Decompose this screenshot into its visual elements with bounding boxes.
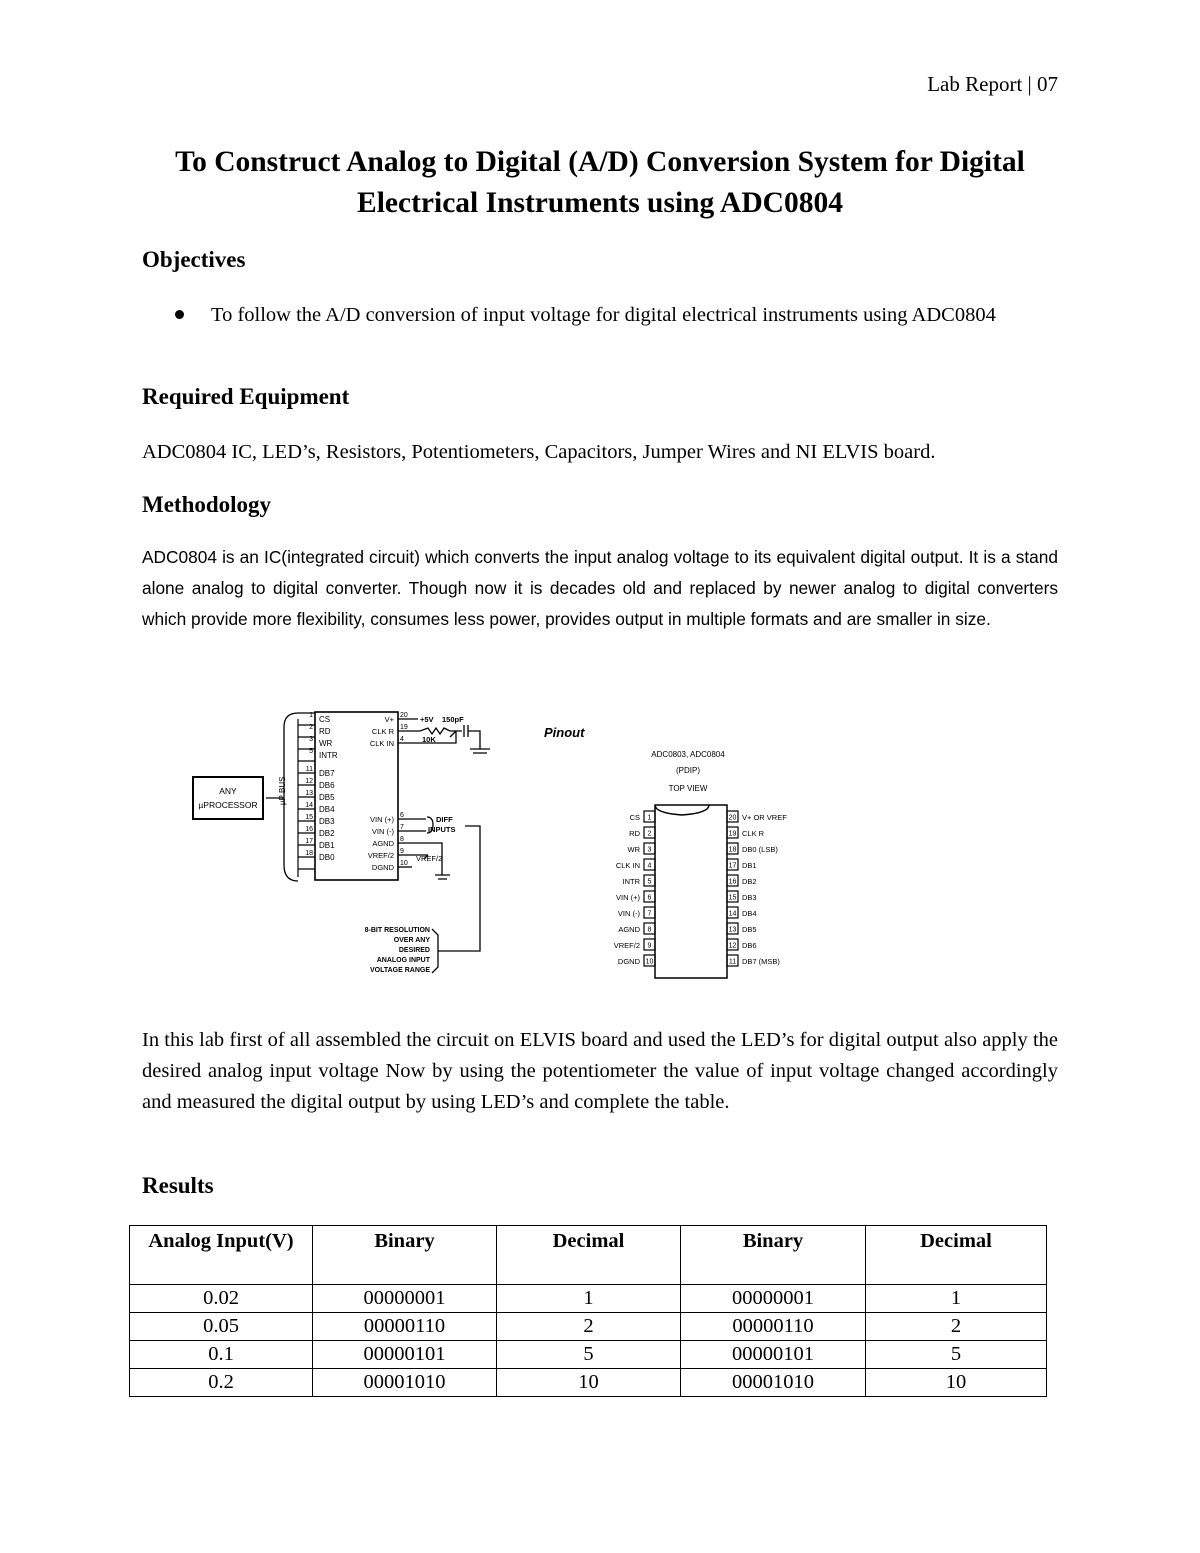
svg-text:VREF/2: VREF/2: [367, 851, 394, 860]
resistor-label: 10K: [422, 735, 436, 744]
dip-right-pin-names: [742, 813, 787, 966]
dip-left-pin-names: [614, 813, 641, 966]
page-header: Lab Report | 07: [927, 72, 1058, 96]
svg-text:8: 8: [647, 926, 652, 934]
svg-text:9: 9: [400, 848, 404, 855]
objectives-heading: Objectives: [142, 247, 246, 272]
svg-text:DB3: DB3: [319, 817, 335, 826]
table-cell: 0.05: [130, 1313, 313, 1341]
diff-label-1: DIFF: [436, 815, 453, 824]
svg-text:7: 7: [647, 910, 652, 918]
svg-text:12: 12: [728, 942, 737, 950]
svg-text:15: 15: [728, 894, 737, 902]
svg-text:6: 6: [647, 894, 652, 902]
svg-text:DGND: DGND: [617, 957, 640, 966]
svg-text:3: 3: [309, 736, 313, 743]
svg-text:VIN (+): VIN (+): [370, 815, 394, 824]
ic-left-pin-numbers: [305, 712, 313, 857]
table-cell: 2: [866, 1313, 1047, 1341]
svg-text:DB6: DB6: [319, 781, 335, 790]
svg-text:CLK R: CLK R: [371, 727, 394, 736]
svg-text:18: 18: [305, 850, 313, 857]
svg-text:DB4: DB4: [319, 805, 335, 814]
svg-text:8: 8: [400, 836, 404, 843]
processor-line-2: µPROCESSOR: [198, 800, 258, 810]
col-decimal-1: Decimal: [497, 1226, 681, 1285]
processor-box: [193, 777, 263, 819]
table-cell: 0.02: [130, 1285, 313, 1313]
svg-text:4: 4: [400, 736, 404, 743]
title-line-2: Electrical Instruments using ADC0804: [357, 187, 843, 219]
results-heading: Results: [142, 1173, 214, 1198]
table-header-row: [130, 1226, 1047, 1285]
svg-text:5: 5: [309, 748, 313, 755]
svg-text:8-BIT RESOLUTION: 8-BIT RESOLUTION: [364, 927, 430, 934]
svg-text:DB1: DB1: [319, 841, 335, 850]
table-cell: 10: [497, 1369, 681, 1397]
svg-text:3: 3: [647, 846, 652, 854]
col-binary-2: Binary: [681, 1226, 866, 1285]
processor-label: [198, 786, 257, 810]
resolution-note: [365, 927, 431, 974]
svg-text:16: 16: [305, 826, 313, 833]
table-cell: 5: [497, 1341, 681, 1369]
processor-line-1: ANY: [219, 786, 237, 796]
svg-text:DB5: DB5: [742, 925, 757, 934]
svg-text:DB4: DB4: [742, 909, 757, 918]
svg-text:CS: CS: [629, 813, 640, 822]
table-cell: 00000101: [681, 1341, 866, 1369]
svg-text:DB7 (MSB): DB7 (MSB): [742, 957, 780, 966]
svg-text:14: 14: [305, 802, 313, 809]
svg-text:VIN (-): VIN (-): [617, 909, 640, 918]
svg-text:DESIRED: DESIRED: [398, 947, 430, 954]
svg-text:6: 6: [400, 812, 404, 819]
table-cell: 0.2: [130, 1369, 313, 1397]
svg-text:20: 20: [728, 814, 737, 822]
svg-text:CLK IN: CLK IN: [615, 861, 640, 870]
svg-text:AGND: AGND: [618, 925, 640, 934]
table-row: [130, 1369, 1047, 1397]
svg-text:V+: V+: [384, 715, 394, 724]
table-cell: 5: [866, 1341, 1047, 1369]
svg-text:VREF/2: VREF/2: [613, 941, 640, 950]
svg-text:AGND: AGND: [372, 839, 394, 848]
adc0804-figure: [180, 695, 810, 985]
table-row: [130, 1313, 1047, 1341]
svg-text:DB7: DB7: [319, 769, 335, 778]
dip-left-pin-numbers: [646, 815, 654, 966]
document-title: [100, 142, 1100, 224]
svg-text:2: 2: [647, 830, 652, 838]
svg-text:13: 13: [728, 926, 737, 934]
col-binary-1: Binary: [313, 1226, 497, 1285]
svg-text:V+ OR VREF: V+ OR VREF: [742, 813, 787, 822]
svg-text:13: 13: [305, 790, 313, 797]
svg-text:18: 18: [728, 846, 737, 854]
svg-text:17: 17: [305, 838, 313, 845]
table-cell: 2: [497, 1313, 681, 1341]
pinout-view: TOP VIEW: [668, 784, 708, 793]
svg-text:10: 10: [645, 958, 654, 966]
svg-text:2: 2: [309, 724, 313, 731]
svg-text:CLK R: CLK R: [742, 829, 765, 838]
objective-item: [142, 300, 1058, 330]
table-cell: 0.1: [130, 1341, 313, 1369]
table-cell: 1: [866, 1285, 1047, 1313]
svg-text:1: 1: [309, 712, 313, 719]
svg-text:RD: RD: [629, 829, 640, 838]
supply-label: +5V: [420, 715, 434, 724]
svg-text:16: 16: [728, 878, 737, 886]
methodology-text: ADC0804 is an IC(integrated circuit) which converts the input analog voltage to its equivalent digital output. It is a stand alone analog to digital converter. Though now it is decades old and replaced by newer analog to digital converters which provide more flexibility, consumes less power, provides output in multiple formats and are smaller in size.: [142, 547, 1058, 629]
ic-right-pin-names: [368, 715, 395, 872]
svg-text:20: 20: [400, 712, 408, 719]
equipment-heading: Required Equipment: [142, 384, 350, 409]
table-cell: 1: [497, 1285, 681, 1313]
svg-text:DB1: DB1: [742, 861, 757, 870]
svg-text:CLK IN: CLK IN: [369, 739, 394, 748]
svg-text:WR: WR: [319, 739, 333, 748]
table-cell: 00000110: [681, 1313, 866, 1341]
bus-label: µP BUS: [278, 776, 287, 805]
svg-text:DB2: DB2: [742, 877, 757, 886]
svg-text:WR: WR: [627, 845, 640, 854]
equipment-text: ADC0804 IC, LED’s, Resistors, Potentiometers, Capacitors, Jumper Wires and NI ELVIS board.: [142, 441, 936, 463]
svg-text:15: 15: [305, 814, 313, 821]
table-cell: 00001010: [313, 1369, 497, 1397]
svg-text:11: 11: [728, 958, 737, 966]
table-cell: 10: [866, 1369, 1047, 1397]
svg-text:VIN (-): VIN (-): [371, 827, 394, 836]
svg-text:DB5: DB5: [319, 793, 335, 802]
title-line-1: To Construct Analog to Digital (A/D) Conversion System for Digital: [175, 146, 1025, 178]
table-cell: 00000001: [681, 1285, 866, 1313]
svg-text:DB0 (LSB): DB0 (LSB): [742, 845, 778, 854]
diff-label-2: INPUTS: [428, 825, 456, 834]
table-cell: 00001010: [681, 1369, 866, 1397]
pinout-title: Pinout: [544, 725, 585, 740]
ic-right-pin-numbers: [400, 712, 408, 867]
dip-package: [655, 805, 727, 978]
table-cell: 00000101: [313, 1341, 497, 1369]
table-cell: 00000001: [313, 1285, 497, 1313]
svg-text:DB0: DB0: [319, 853, 335, 862]
svg-text:DGND: DGND: [371, 863, 394, 872]
col-decimal-2: Decimal: [866, 1226, 1047, 1285]
svg-text:1: 1: [647, 814, 652, 822]
svg-text:19: 19: [728, 830, 737, 838]
svg-text:DB2: DB2: [319, 829, 335, 838]
bullet-icon: [175, 310, 184, 319]
svg-text:10: 10: [400, 860, 408, 867]
table-cell: 00000110: [313, 1313, 497, 1341]
ic-left-pin-names: [319, 715, 338, 862]
table-row: [130, 1285, 1047, 1313]
svg-text:17: 17: [728, 862, 737, 870]
application-circuit: [193, 712, 490, 973]
methodology-heading: Methodology: [142, 492, 272, 517]
svg-text:ANALOG INPUT: ANALOG INPUT: [376, 957, 430, 964]
svg-text:DB6: DB6: [742, 941, 757, 950]
svg-text:CS: CS: [319, 715, 331, 724]
svg-text:VIN (+): VIN (+): [616, 893, 640, 902]
svg-text:INTR: INTR: [622, 877, 640, 886]
svg-text:RD: RD: [319, 727, 331, 736]
pinout-part: ADC0803, ADC0804: [651, 750, 725, 759]
svg-text:12: 12: [305, 778, 313, 785]
table-row: [130, 1341, 1047, 1369]
pinout-package: (PDIP): [676, 766, 700, 775]
svg-text:VOLTAGE RANGE: VOLTAGE RANGE: [369, 967, 430, 974]
capacitor-label: 150pF: [442, 715, 464, 724]
svg-text:OVER ANY: OVER ANY: [393, 937, 430, 944]
svg-text:INTR: INTR: [319, 751, 338, 760]
svg-text:4: 4: [647, 862, 652, 870]
svg-text:11: 11: [305, 766, 313, 773]
objective-text: To follow the A/D conversion of input voltage for digital electrical instruments using ADC0804: [211, 304, 996, 326]
svg-text:14: 14: [728, 910, 737, 918]
procedure-text: In this lab first of all assembled the circuit on ELVIS board and used the LED’s for digital output also apply the desired analog input voltage Now by using the potentiometer the value of input voltage changed accordingly and measured the digital output by using LED’s and complete the table.: [142, 1029, 1058, 1113]
svg-text:DB3: DB3: [742, 893, 757, 902]
col-analog-input: Analog Input(V): [130, 1226, 313, 1285]
svg-text:7: 7: [400, 824, 404, 831]
results-table: [129, 1225, 1047, 1397]
svg-text:5: 5: [647, 878, 652, 886]
svg-text:19: 19: [400, 724, 408, 731]
svg-text:9: 9: [647, 942, 652, 950]
dip-right-pin-numbers: [729, 815, 737, 966]
vref-label: VREF/2: [416, 854, 443, 863]
